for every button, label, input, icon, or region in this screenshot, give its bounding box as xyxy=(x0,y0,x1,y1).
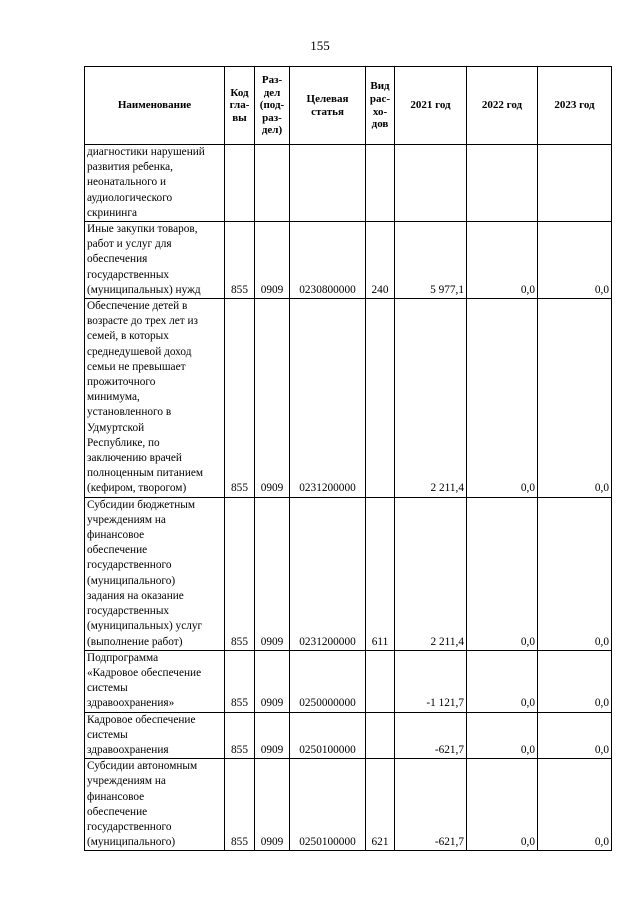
cell-code: 855 xyxy=(225,650,255,712)
cell-name-line: возрасте до трех лет из xyxy=(87,315,199,328)
cell-name-line: обеспечение xyxy=(87,544,148,557)
cell-2021: -1 121,7 xyxy=(395,650,467,712)
cell-2021: 5 977,1 xyxy=(395,222,467,299)
cell-type xyxy=(366,145,395,222)
cell-type xyxy=(366,650,395,712)
cell-name-line: (муниципальных) услуг xyxy=(87,620,203,633)
cell-name-line: аудиологического xyxy=(87,191,173,204)
cell-article: 0230800000 xyxy=(290,222,366,299)
page-number: 155 xyxy=(310,38,330,53)
cell-name-line: государственного xyxy=(87,559,172,572)
cell-name xyxy=(85,299,225,498)
cell-type: 611 xyxy=(366,497,395,650)
cell-name-line: (кефиром, творогом) xyxy=(87,482,187,495)
cell-name-line: государственных xyxy=(87,268,170,281)
cell-2023: 0,0 xyxy=(538,759,612,851)
cell-code: 855 xyxy=(225,222,255,299)
cell-name-line: работ и услуг для xyxy=(87,238,172,251)
cell-name-line: скрининга xyxy=(87,206,137,219)
cell-name-line: задания на оказание xyxy=(87,589,184,602)
cell-name-line: государственных xyxy=(87,605,170,618)
cell-name-line: неонатального и xyxy=(87,176,167,189)
cell-name xyxy=(85,650,225,712)
cell-name-line: учреждениям на xyxy=(87,775,166,788)
cell-section xyxy=(255,145,290,222)
cell-name-line: здравоохранения xyxy=(87,743,169,756)
cell-article: 0231200000 xyxy=(290,497,366,650)
cell-name-line: Иные закупки товаров, xyxy=(87,223,198,236)
cell-2022: 0,0 xyxy=(467,222,538,299)
cell-2023: 0,0 xyxy=(538,497,612,650)
cell-section: 0909 xyxy=(255,650,290,712)
cell-article: 0231200000 xyxy=(290,299,366,498)
cell-name-line: обеспечение xyxy=(87,805,148,818)
cell-article: 0250100000 xyxy=(290,759,366,851)
cell-name-line: семьи не превышает xyxy=(87,360,186,373)
table-row xyxy=(85,650,612,712)
cell-name-line: Подпрограмма xyxy=(87,651,159,664)
cell-name-line: (выполнение работ) xyxy=(87,635,183,648)
cell-type xyxy=(366,712,395,759)
cell-2021: -621,7 xyxy=(395,759,467,851)
cell-2022: 0,0 xyxy=(467,497,538,650)
table-row xyxy=(85,759,612,851)
header-type: Вид рас- хо- дов xyxy=(366,67,395,145)
table-row xyxy=(85,145,612,222)
cell-name-line: Субсидии автономным xyxy=(87,760,198,773)
cell-2021: -621,7 xyxy=(395,712,467,759)
cell-name xyxy=(85,222,225,299)
cell-section: 0909 xyxy=(255,759,290,851)
cell-article xyxy=(290,145,366,222)
cell-name-line: Удмуртской xyxy=(87,421,145,434)
cell-2023: 0,0 xyxy=(538,712,612,759)
cell-type: 621 xyxy=(366,759,395,851)
table-row xyxy=(85,222,612,299)
cell-name-line: Обеспечение детей в xyxy=(87,300,188,313)
cell-name-line: «Кадровое обеспечение xyxy=(87,666,202,679)
header-code: Код гла- вы xyxy=(225,67,255,145)
cell-2023: 0,0 xyxy=(538,299,612,498)
cell-name-line: (муниципального) xyxy=(87,836,176,849)
header-2023: 2023 год xyxy=(538,67,612,145)
cell-name-line: финансовое xyxy=(87,529,145,542)
budget-table xyxy=(84,66,612,851)
header-name: Наименование xyxy=(85,67,225,145)
cell-name-line: здравоохранения» xyxy=(87,697,175,710)
cell-code: 855 xyxy=(225,712,255,759)
table-body xyxy=(85,145,612,851)
cell-2023 xyxy=(538,145,612,222)
header-2022: 2022 год xyxy=(467,67,538,145)
cell-name-line: финансовое xyxy=(87,790,145,803)
header-section: Раз- дел (под- раз- дел) xyxy=(255,67,290,145)
cell-2023: 0,0 xyxy=(538,222,612,299)
cell-name-line: развития ребенка, xyxy=(87,161,173,174)
cell-2022: 0,0 xyxy=(467,650,538,712)
cell-section: 0909 xyxy=(255,222,290,299)
cell-code: 855 xyxy=(225,299,255,498)
cell-name xyxy=(85,145,225,222)
cell-name-line: государственного xyxy=(87,820,172,833)
cell-name-line: минимума, xyxy=(87,391,140,404)
cell-name-line: (муниципального) xyxy=(87,574,176,587)
table-row xyxy=(85,497,612,650)
cell-name-line: полноценным питанием xyxy=(87,467,204,480)
cell-2022: 0,0 xyxy=(467,759,538,851)
cell-name-line: Кадровое обеспечение xyxy=(87,713,196,726)
cell-article: 0250000000 xyxy=(290,650,366,712)
cell-name xyxy=(85,712,225,759)
cell-name-line: прожиточного xyxy=(87,376,156,389)
table-row xyxy=(85,712,612,759)
cell-name-line: Субсидии бюджетным xyxy=(87,498,195,511)
cell-section: 0909 xyxy=(255,712,290,759)
cell-name-line: диагностики нарушений xyxy=(87,146,205,158)
cell-code xyxy=(225,145,255,222)
cell-name-line: семей, в которых xyxy=(87,330,169,343)
cell-code: 855 xyxy=(225,497,255,650)
cell-name-line: заключению врачей xyxy=(87,452,182,465)
header-2021: 2021 год xyxy=(395,67,467,145)
cell-name-line: (муниципальных) нужд xyxy=(87,283,201,296)
cell-2021 xyxy=(395,145,467,222)
cell-name-line: системы xyxy=(87,728,128,741)
cell-code: 855 xyxy=(225,759,255,851)
cell-name xyxy=(85,497,225,650)
cell-type xyxy=(366,299,395,498)
cell-section: 0909 xyxy=(255,299,290,498)
cell-2021: 2 211,4 xyxy=(395,299,467,498)
cell-name-line: Республике, по xyxy=(87,436,160,449)
cell-article: 0250100000 xyxy=(290,712,366,759)
header-row xyxy=(85,67,612,145)
cell-type: 240 xyxy=(366,222,395,299)
cell-name-line: установленного в xyxy=(87,406,172,419)
cell-2021: 2 211,4 xyxy=(395,497,467,650)
header-article: Целевая статья xyxy=(290,67,366,145)
cell-section: 0909 xyxy=(255,497,290,650)
cell-2023: 0,0 xyxy=(538,650,612,712)
cell-name xyxy=(85,759,225,851)
cell-2022 xyxy=(467,145,538,222)
cell-name-line: обеспечения xyxy=(87,253,148,266)
cell-name-line: системы xyxy=(87,682,128,695)
cell-name-line: учреждениям на xyxy=(87,513,166,526)
table-row xyxy=(85,299,612,498)
cell-name-line: среднедушевой доход xyxy=(87,345,192,358)
cell-2022: 0,0 xyxy=(467,712,538,759)
cell-2022: 0,0 xyxy=(467,299,538,498)
